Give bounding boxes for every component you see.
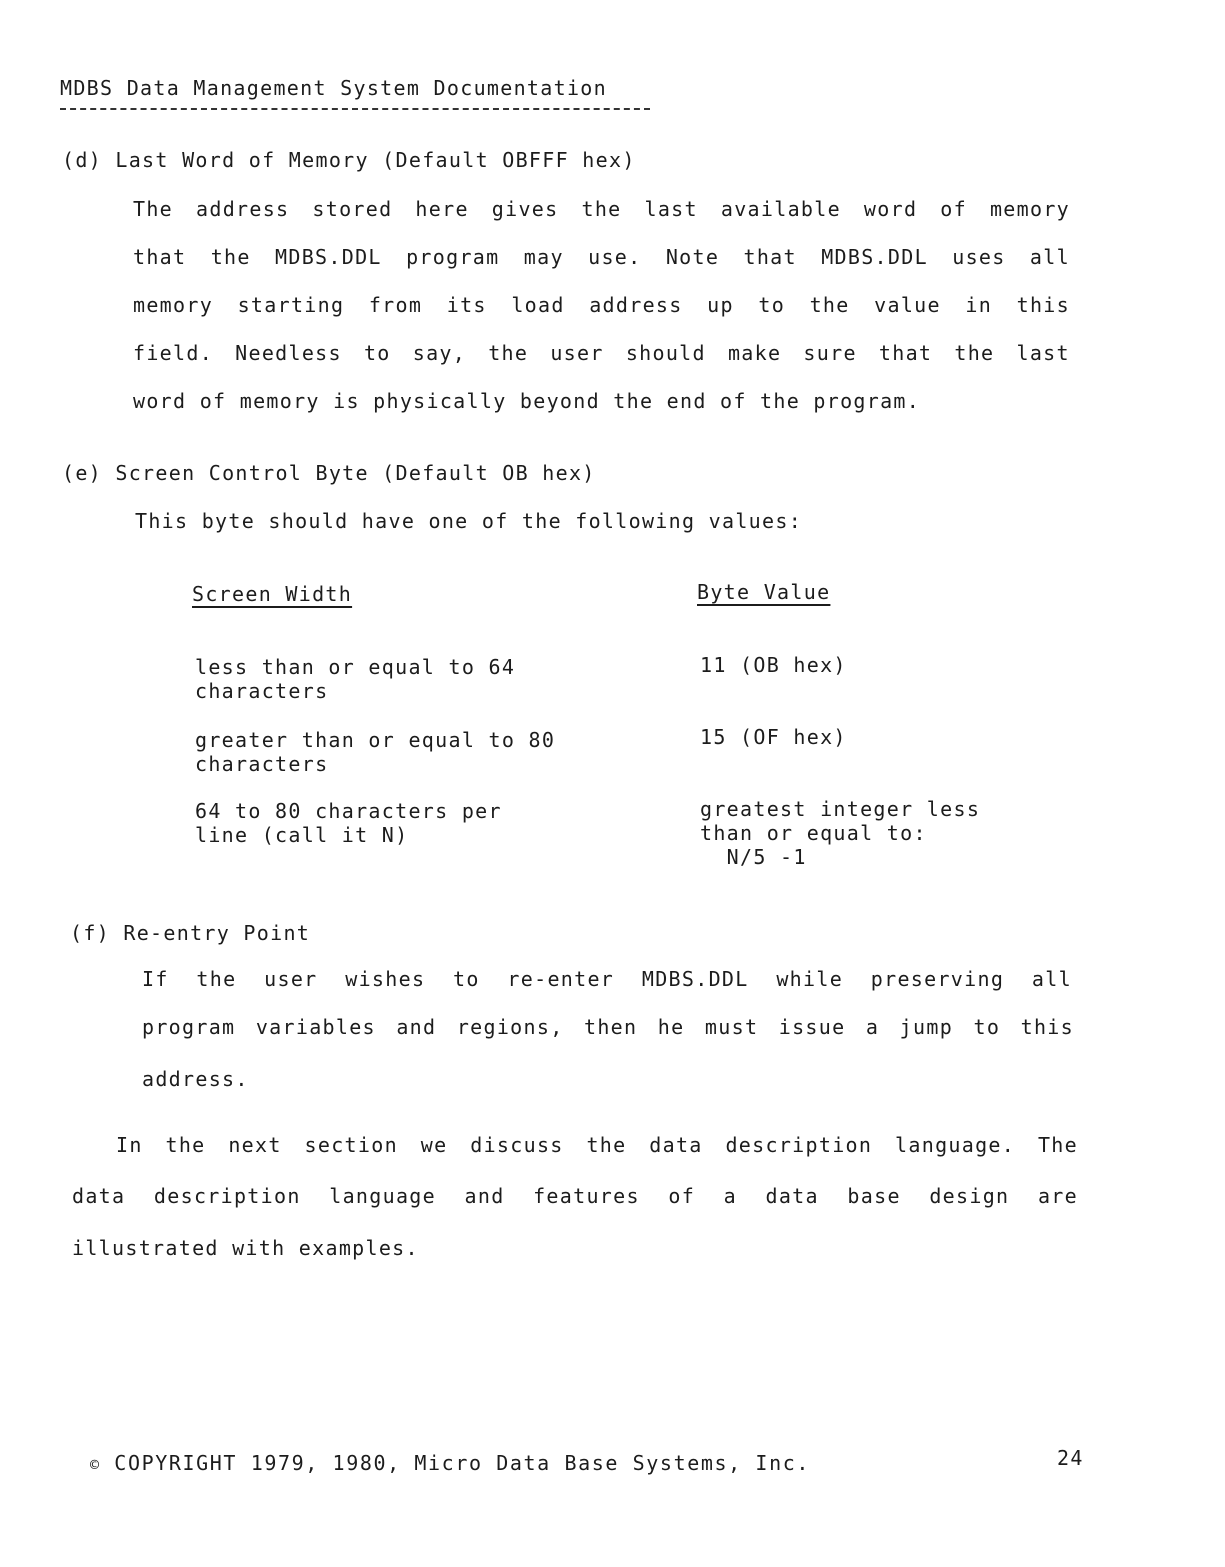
word: a [723,1184,737,1208]
word: sure [803,341,857,365]
word: memory [133,293,214,317]
word: the [210,245,251,269]
word: memory [989,197,1070,221]
word: the [586,1133,627,1157]
table-header-screen-width: Screen Width [192,582,353,606]
copyright-icon: © [90,1456,101,1474]
word: In [116,1133,143,1157]
section-d-heading: (d) Last Word of Memory (Default OBFFF hex) [62,148,636,172]
word: that [878,341,933,365]
word: address [589,293,683,317]
word: are [1037,1184,1078,1208]
word: the [196,967,237,991]
page-number: 24 [1057,1446,1084,1470]
footer-copyright [90,1451,810,1475]
table-cell-value: 11 (OB hex) [700,653,847,677]
closing-line [116,1133,1078,1157]
word: language [329,1184,436,1208]
word: make [727,341,782,365]
word: this [1020,1015,1074,1039]
word: data [765,1184,819,1208]
word: The [133,197,174,221]
table-header-byte-value: Byte Value [697,580,831,604]
table-cell-value: greatest integer less than or equal to: N/5 -1 [700,797,981,869]
word: re-enter [507,967,615,991]
word: preserving [870,967,1005,991]
word: say, [412,341,467,365]
word: The [1037,1133,1078,1157]
word: last [1016,341,1070,365]
word: and [396,1015,437,1039]
footer-copyright-text: COPYRIGHT 1979, 1980, Micro Data Base Systems, Inc. [114,1451,810,1475]
word: of [940,197,967,221]
word: gives [491,197,559,221]
word: uses [952,245,1006,269]
word: to [363,341,391,365]
word: Note [665,245,720,269]
closing-line: illustrated with examples. [72,1236,419,1260]
word: use. [588,245,642,269]
word: data [649,1133,703,1157]
word: the [488,341,529,365]
word: value [874,293,941,317]
word: up [707,293,734,317]
section-d-line [133,341,1070,365]
word: design [929,1184,1010,1208]
word: features [533,1184,640,1208]
word: of [668,1184,696,1208]
section-f-heading: (f) Re-entry Point [70,921,311,945]
word: word [863,197,918,221]
word: MDBS.DDL [821,245,928,269]
word: address [196,197,290,221]
word: to [758,293,786,317]
word: user [264,967,318,991]
section-d-line: word of memory is physically beyond the end of the program. [133,389,921,413]
word: program [142,1015,236,1039]
word: stored [312,197,393,221]
word: here [415,197,469,221]
word: If [142,967,169,991]
word: that [743,245,797,269]
page-header-title: MDBS Data Management System Documentation [60,76,607,100]
word: the [954,341,995,365]
word: data [72,1184,126,1208]
header-dashed-rule [60,108,650,110]
word: the [165,1133,206,1157]
word: regions, [456,1015,564,1039]
word: MDBS.DDL [641,967,749,991]
section-d-line [133,293,1070,317]
table-cell-value: 15 (OF hex) [700,725,847,749]
word: he [657,1015,685,1039]
word: last [644,197,698,221]
word: that [133,245,187,269]
word: issue [778,1015,846,1039]
word: the [581,197,622,221]
word: section [304,1133,398,1157]
word: starting [237,293,345,317]
word: wishes [345,967,426,991]
word: next [228,1133,282,1157]
word: MDBS.DDL [275,245,382,269]
section-e-intro: This byte should have one of the following values: [135,509,803,533]
word: the [809,293,850,317]
word: from [368,293,423,317]
word: we [420,1133,448,1157]
word: jump [899,1015,954,1039]
word: base [847,1184,901,1208]
word: description [153,1184,301,1208]
word: all [1029,245,1070,269]
table-cell-width: 64 to 80 characters per line (call it N) [195,799,502,847]
word: description [725,1133,873,1157]
word: user [550,341,604,365]
word: program [406,245,500,269]
word: while [776,967,844,991]
word: and [464,1184,505,1208]
table-cell-width: greater than or equal to 80 characters [195,728,556,776]
word: in [965,293,993,317]
word: to [973,1015,1001,1039]
section-d-line [133,245,1070,269]
word: this [1016,293,1070,317]
word: language. [895,1133,1016,1157]
word: must [704,1015,759,1039]
word: to [453,967,480,991]
word: variables [255,1015,376,1039]
section-f-line [142,967,1072,991]
word: available [720,197,841,221]
word: may [523,245,564,269]
word: discuss [470,1133,564,1157]
word: Needless [235,341,342,365]
table-cell-width: less than or equal to 64 characters [195,655,516,703]
section-d-line [133,197,1070,221]
word: field. [133,341,214,365]
section-e-heading: (e) Screen Control Byte (Default OB hex) [62,461,596,485]
section-f-line [142,1015,1074,1039]
closing-line [72,1184,1078,1208]
word: then [583,1015,638,1039]
word: its [446,293,487,317]
word: should [625,341,706,365]
word: all [1031,967,1072,991]
section-f-line: address. [142,1067,249,1091]
word: load [511,293,565,317]
word: a [865,1015,880,1039]
